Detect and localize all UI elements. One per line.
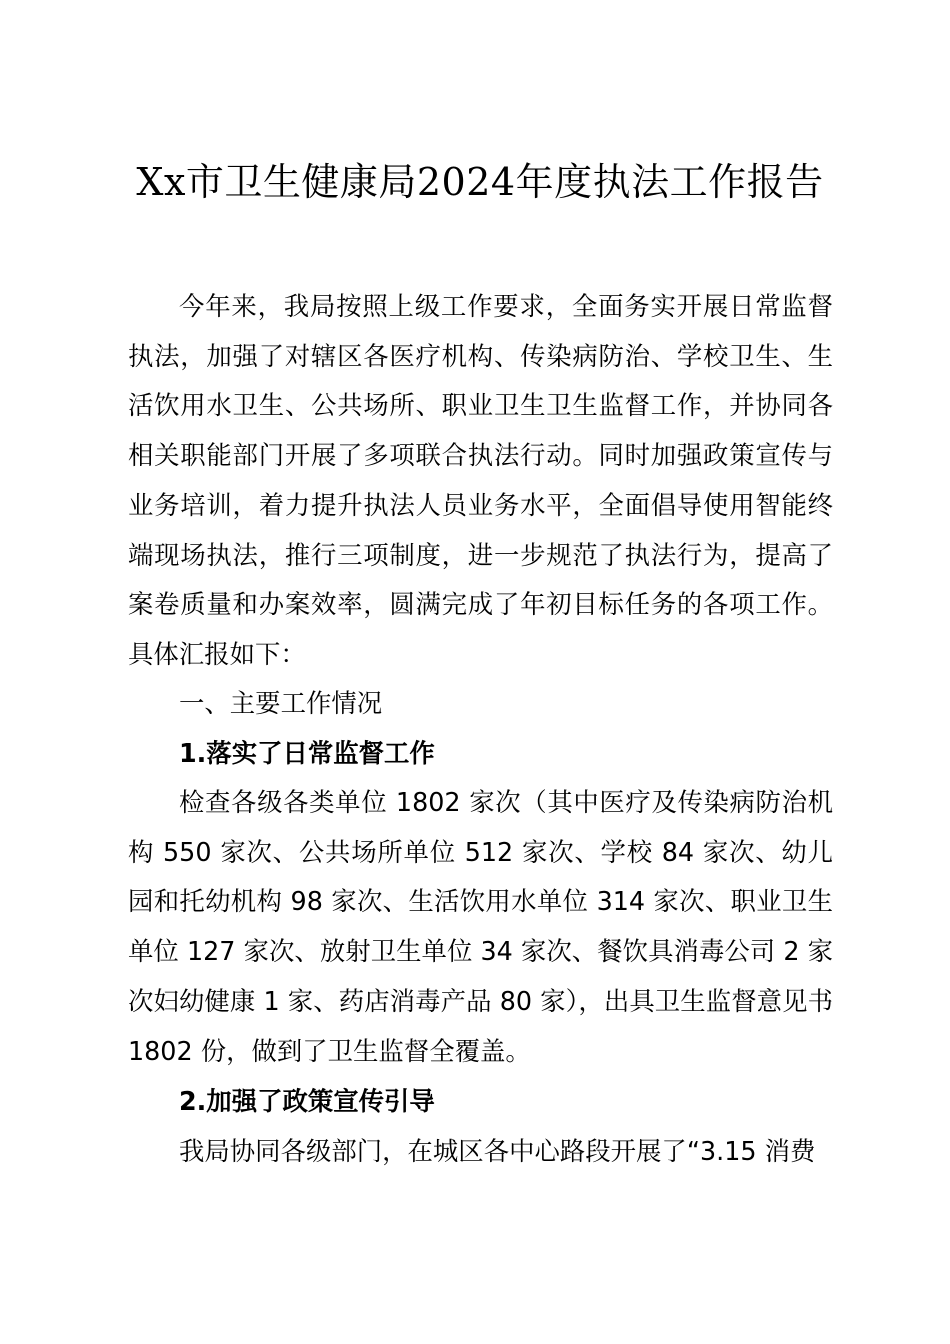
subsection-heading-policy-publicity: 2.加强了政策宣传引导 — [179, 1086, 435, 1116]
document-title: Xx市卫生健康局2024年度执法工作报告 — [136, 160, 824, 204]
subsection-heading-daily-supervision: 1.落实了日常监督工作 — [179, 738, 435, 768]
section-heading-main-work: 一、主要工作情况 — [179, 688, 383, 718]
policy-publicity-paragraph: 我局协同各级部门，在城区各中心路段开展了“3.15 消费 — [179, 1136, 816, 1166]
daily-supervision-paragraph: 检查各级各类单位 1802 家次（其中医疗及传染病防治机构 550 家次、公共场所单位 512 家次、学校 84 家次、幼儿园和托幼机构 98 家次、生活饮用水单位 314 家次、职业卫生单位 127 家次、放射卫生单位 34 家次、餐饮具消毒公司 2 家次妇幼健康 1 家、药店消毒产品 80 家），出具卫生监督意见书 1802 份，做到了卫生监督全覆盖。 — [128, 787, 833, 1066]
intro-paragraph: 今年来，我局按照上级工作要求，全面务实开展日常监督执法，加强了对辖区各医疗机构、传染病防治、学校卫生、生活饮用水卫生、公共场所、职业卫生卫生监督工作，并协同各相关职能部门开展了多项联合执法行动。同时加强政策宣传与业务培训，着力提升执法人员业务水平，全面倡导使用智能终端现场执法，推行三项制度，进一步规范了执法行为，提高了案卷质量和办案效率，圆满完成了年初目标任务的各项工作。具体汇报如下： — [128, 291, 833, 669]
